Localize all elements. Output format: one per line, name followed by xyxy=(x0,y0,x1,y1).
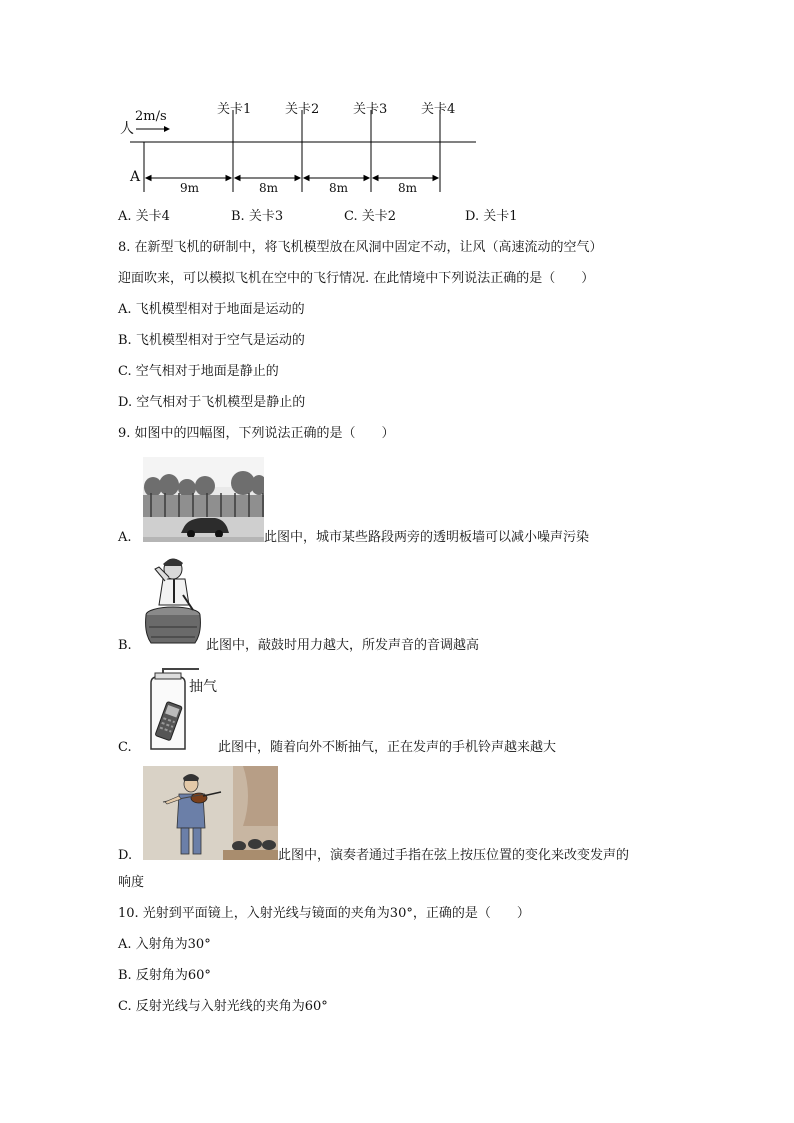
checkpoint-2-label: 关卡2 xyxy=(285,102,320,117)
q10-option-c: C. 反射光线与入射光线的夹角为60° xyxy=(118,999,328,1014)
q10-stem: 10. 光射到平面镜上，入射光线与镜面的夹角为30°，正确的是（ ） xyxy=(118,906,530,921)
q8-stem-line2: 迎面吹来，可以模拟飞机在空中的飞行情况. 在此情境中下列说法正确的是（ ） xyxy=(118,271,595,286)
q9-option-a-text: 此图中，城市某些路段两旁的透明板墙可以减小噪声污染 xyxy=(264,530,590,545)
person-label: 人 xyxy=(120,121,134,137)
speed-label: 2m/s xyxy=(135,109,167,124)
distance-label-3: 8m xyxy=(329,181,349,195)
q9-option-d-text-cont: 响度 xyxy=(118,875,145,890)
noise-barrier-image xyxy=(143,457,264,542)
distance-label-1: 9m xyxy=(180,181,200,195)
q9-option-a-letter: A. xyxy=(118,530,132,545)
q7-option-a: A. 关卡4 xyxy=(118,209,170,224)
q8-option-d: D. 空气相对于飞机模型是静止的 xyxy=(118,395,306,410)
q7-option-d: D. 关卡1 xyxy=(465,209,518,224)
checkpoint-1-label: 关卡1 xyxy=(217,102,252,117)
speed-arrowhead xyxy=(164,126,170,132)
point-a-label: A xyxy=(130,169,141,185)
q9-option-b-letter: B. xyxy=(118,638,132,653)
q9-option-d-text: 此图中，演奏者通过手指在弦上按压位置的变化来改变发声的 xyxy=(278,848,630,863)
q10-option-b: B. 反射角为60° xyxy=(118,968,211,983)
violinist-image xyxy=(143,766,278,860)
q9-option-c-text: 此图中，随着向外不断抽气，正在发声的手机铃声越来越大 xyxy=(218,740,557,755)
checkpoint-4-label: 关卡4 xyxy=(421,102,456,117)
q10-option-a: A. 入射角为30° xyxy=(118,937,211,952)
q9-option-d-letter: D. xyxy=(118,848,133,863)
q8-option-a: A. 飞机模型相对于地面是运动的 xyxy=(118,302,305,317)
q8-option-b: B. 飞机模型相对于空气是运动的 xyxy=(118,333,305,348)
q7-option-c: C. 关卡2 xyxy=(344,209,397,224)
q9-option-c-letter: C. xyxy=(118,740,132,755)
pump-air-label: 抽气 xyxy=(189,679,217,695)
drum-player-image xyxy=(143,555,206,650)
checkpoint-3-label: 关卡3 xyxy=(353,102,388,117)
q8-stem-line1: 8. 在新型飞机的研制中，将飞机模型放在风洞中固定不动，让风（高速流动的空气） xyxy=(118,240,603,255)
distance-label-4: 8m xyxy=(398,181,418,195)
q9-stem: 9. 如图中的四幅图，下列说法正确的是（ ） xyxy=(118,426,395,441)
q8-option-c: C. 空气相对于地面是静止的 xyxy=(118,364,279,379)
q9-option-b-text: 此图中，敲鼓时用力越大，所发声音的音调越高 xyxy=(206,638,480,653)
distance-label-2: 8m xyxy=(259,181,279,195)
q7-option-b: B. 关卡3 xyxy=(231,209,284,224)
